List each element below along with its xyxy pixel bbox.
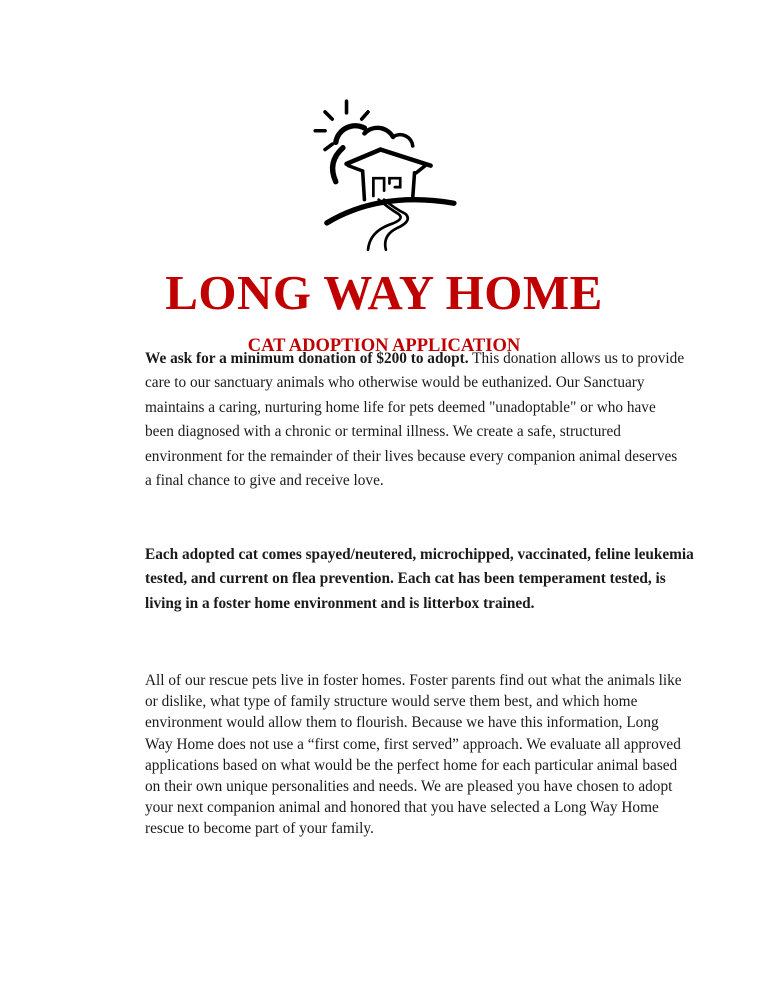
paragraph-line: a final chance to give and receive love. [145, 471, 384, 489]
donation-bold-lead: We ask for a minimum donation of $200 to adopt. [145, 350, 469, 367]
paragraph-line: Each adopted cat comes spayed/neutered, microchipped, vaccinated, feline leukemia [145, 546, 694, 563]
paragraph-line: care to our sanctuary animals who otherwise would be euthanized. Our Sanctuary [145, 374, 645, 392]
paragraph-line: All of our rescue pets live in foster homes. Foster parents find out what the animals like [145, 672, 682, 689]
line-text: This donation allows us to provide [468, 350, 685, 367]
paragraph-line: on their own unique personalities and needs. We are pleased you have chosen to adopt [145, 778, 673, 796]
organization-title: LONG WAY HOME [165, 265, 603, 320]
paragraph-line: Way Home does not use a “first come, first served” approach. We evaluate all approved [145, 735, 681, 753]
cat-care-paragraph [145, 543, 694, 616]
paragraph-line: living in a foster home environment and is litterbox trained. [145, 594, 535, 612]
document-subtitle: CAT ADOPTION APPLICATION [247, 336, 521, 356]
paragraph-line: rescue to become part of your family. [145, 820, 374, 838]
paragraph-line: tested, and current on flea prevention. Each cat has been temperament tested, is [145, 570, 666, 588]
paragraph-line: maintains a caring, nurturing home life for pets deemed "unadoptable" or who have [145, 398, 656, 416]
paragraph-line: been diagnosed with a chronic or terminal illness. We create a safe, structured [145, 423, 621, 441]
paragraph-line: environment would allow them to flourish. Because we have this information, Long [145, 714, 659, 732]
paragraph-line: applications based on what would be the perfect home for each particular animal based [145, 756, 678, 774]
paragraph-line: your next companion animal and honored that you have selected a Long Way Home [145, 799, 659, 817]
paragraph-line: environment for the remainder of their lives because every companion animal deserves [145, 447, 678, 465]
long-way-home-logo-icon [300, 86, 470, 256]
paragraph-line [145, 347, 685, 371]
foster-homes-paragraph [145, 670, 682, 840]
donation-paragraph [145, 347, 685, 493]
paragraph-line: or dislike, what type of family structure would serve them best, and which home [145, 693, 638, 711]
